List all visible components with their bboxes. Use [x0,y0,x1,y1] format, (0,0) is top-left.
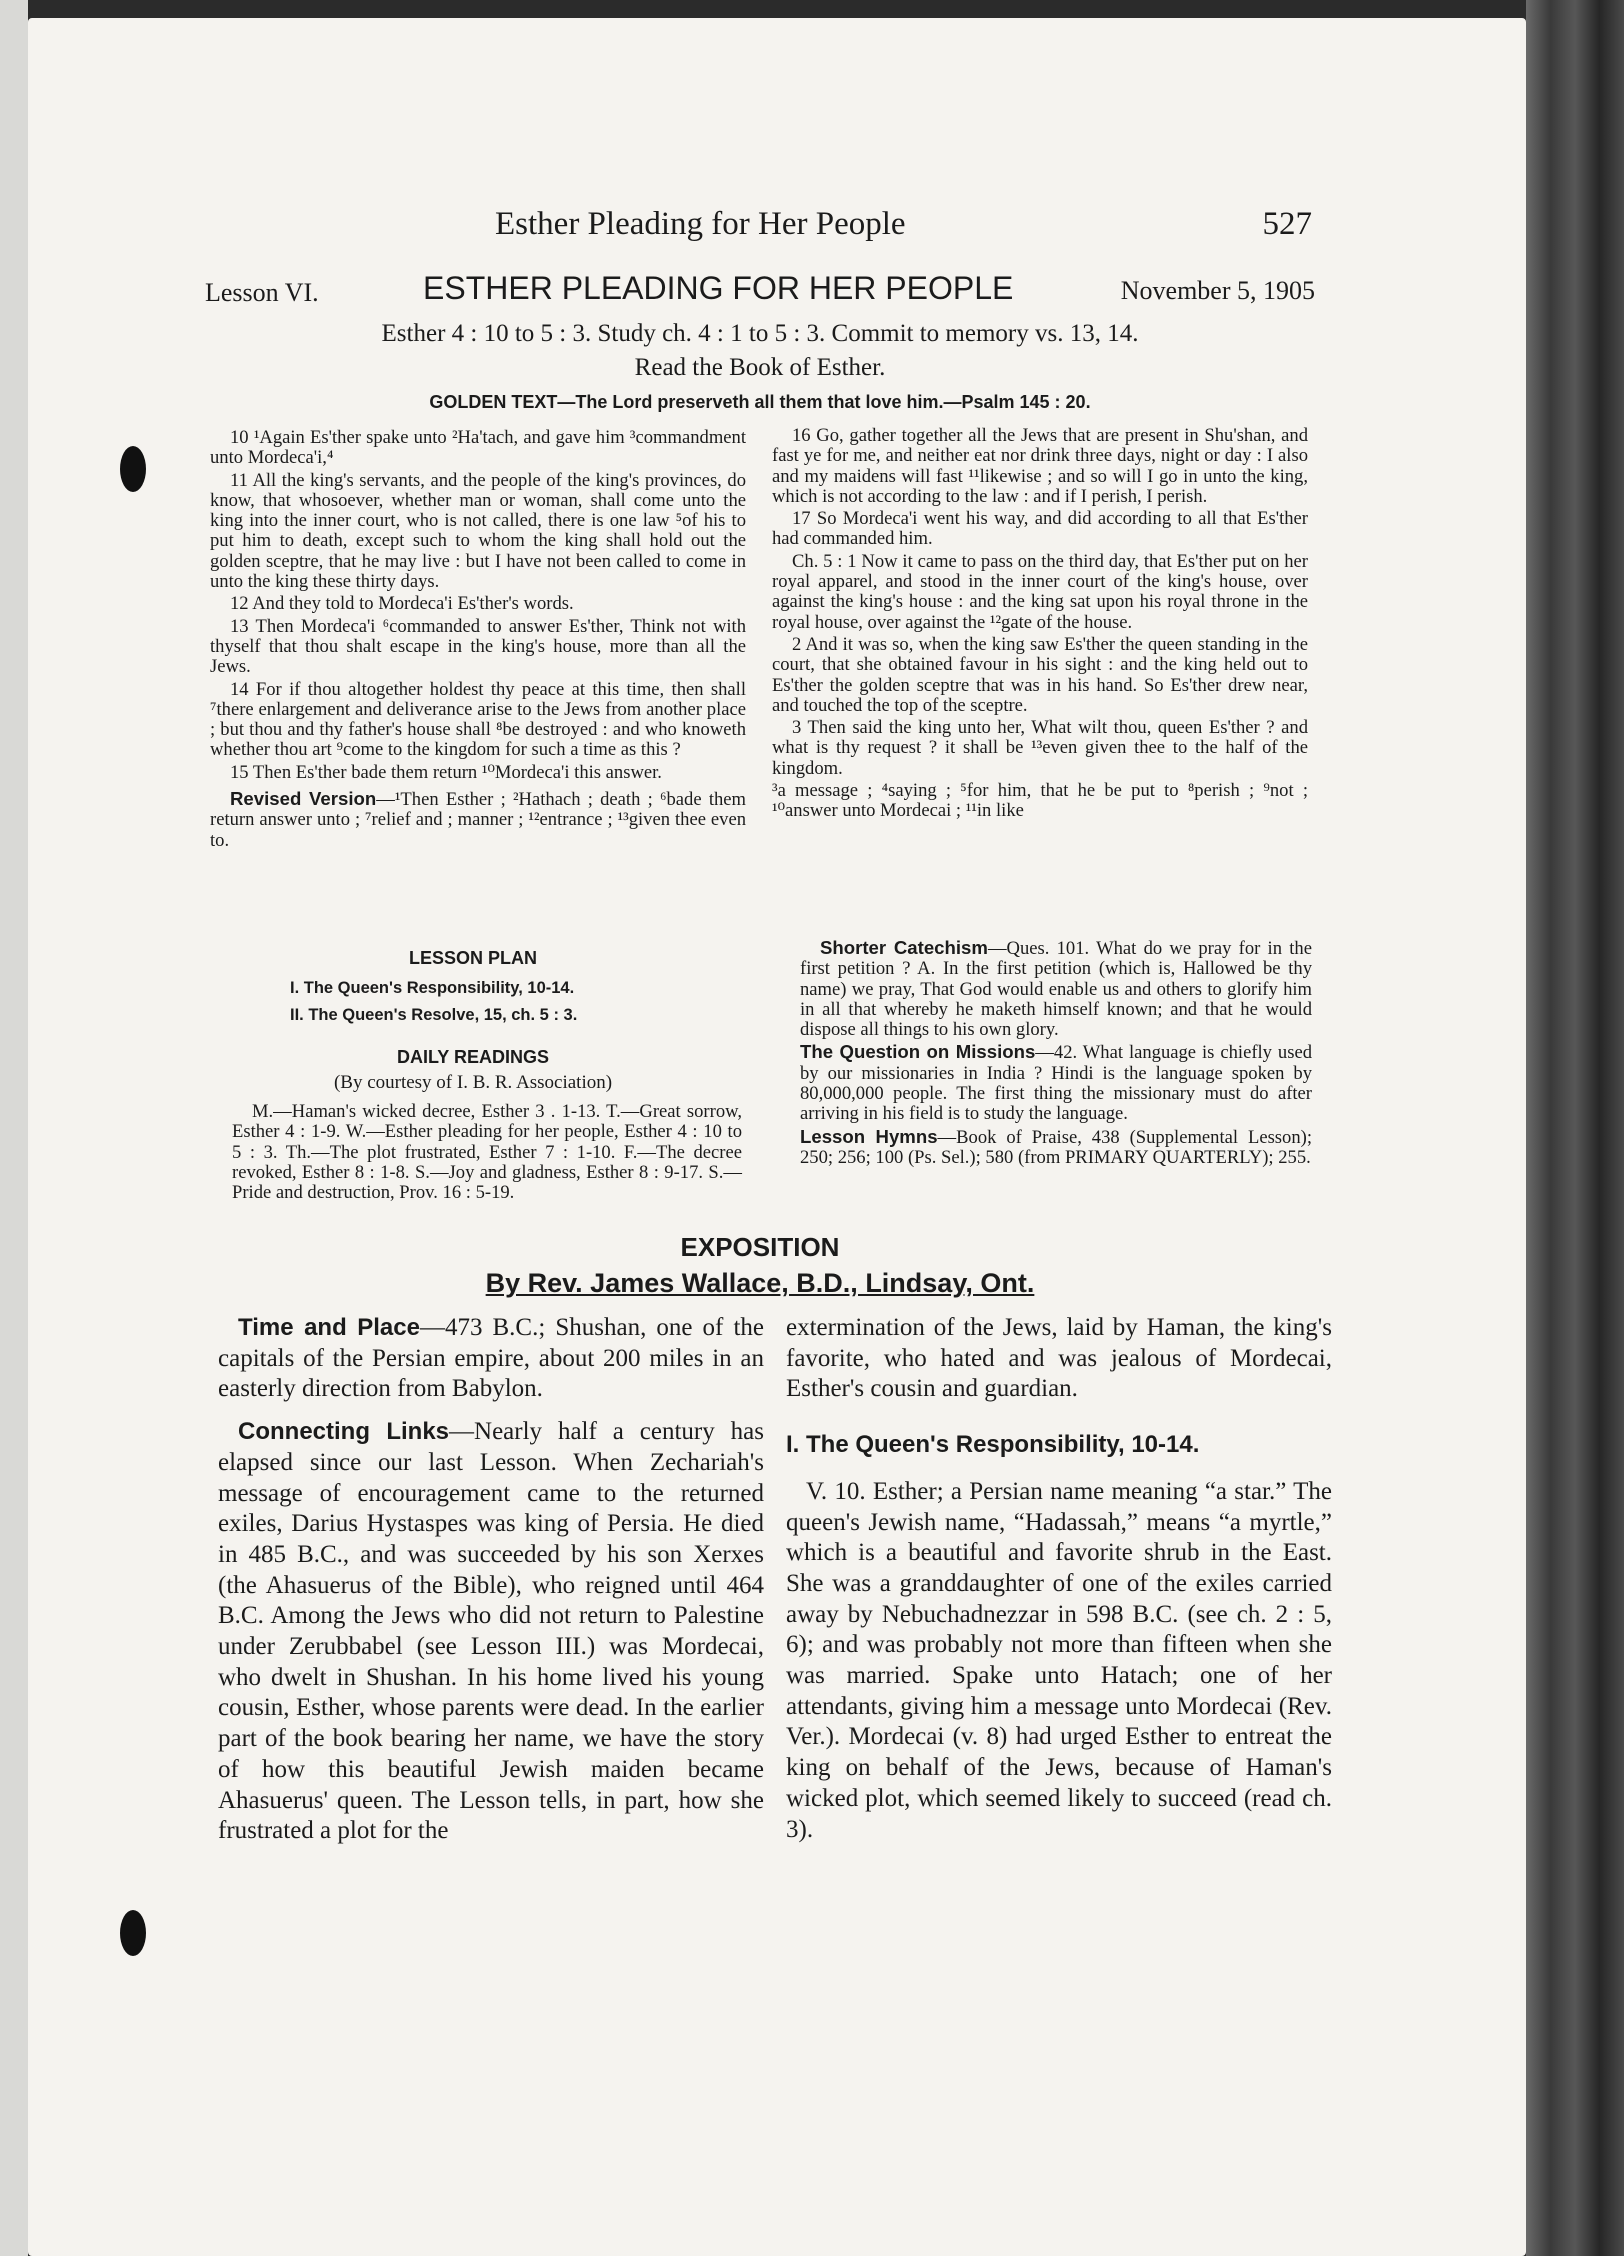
continuation-paragraph: extermination of the Jews, laid by Haman, the king's favorite, who hated and was jealous of Mordecai, Esther's cousin and guardian. [786,1314,1332,1403]
lesson-number: Lesson VI. [205,278,319,307]
running-head [200,206,1312,256]
revised-text: —¹Then Esther ; ²Hathach ; death ; ⁶bade them return answer unto ; ⁷relief and ; manner ; ¹²entrance ; ¹³given thee even to. [210,789,746,851]
scripture-right-column [772,426,1308,824]
binding-hole [120,446,146,492]
verse: 14 For if thou altogether holdest thy peace at this time, then shall ⁷there enlargement and deliverance arise to the Jews from another place ; but thou and thy father's house shall ⁸be destroyed : and who knoweth whether thou art ⁹come to the kingdom for such a time as this ? [210,678,746,761]
lesson-hymns [800,1127,1312,1169]
daily-readings-body: M.—Haman's wicked decree, Esther 3 . 1-13. T.—Great sorrow, Esther 4 : 1-9. W.—Esther pleading for her people, Esther 4 : 10 to 5 : 3. Th.—The plot frustrated, Esther 7 : 1-10. F.—The decree revoked, Esther 8 : 1-8. S.—Joy and gladness, Esther 8 : 9-17. S.—Pride and destruction, Prov. 16 : 5-19. [232,1101,742,1204]
shorter-catechism [800,938,1312,1040]
verse: Ch. 5 : 1 Now it came to pass on the third day, that Es'ther put on her royal apparel, and stood in the inner court of the king's house, over against the king's house : and the king sat upon his royal throne in the royal house, over against the ¹²gate of the house. [772,550,1308,633]
links-label: Connecting Links [238,1418,450,1446]
scripture-left-column [210,428,746,853]
revised-version [210,789,746,851]
catechism-text: —Ques. 101. What do we pray for in the first petition ? A. In the first petition (which is, Hallowed be thy name) we pray, That God would enable us and others to glorify him in all that whereby he maketh himself known; and that he would dispose all things to his own glory. [800,938,1312,1041]
lesson-date: November 5, 1905 [1120,276,1315,305]
exposition-byline [205,1268,1315,1299]
lesson-plan-item: II. The Queen's Resolve, 15, ch. 5 : 3. [290,1006,578,1024]
daily-readings-courtesy: (By courtesy of I. B. R. Association) [333,1072,613,1093]
revised-label: Revised Version [230,788,377,810]
book-edge [1526,0,1624,2256]
missions-label: The Question on Missions [800,1041,1036,1063]
daily-readings-heading: DAILY READINGS [396,1047,550,1067]
exposition-right-column [786,1313,1332,1857]
page-number: 527 [1262,206,1312,242]
time-text: —473 B.C.; Shushan, one of the capitals of the Persian empire, about 200 miles in an easterly direction from Babylon. [218,1314,764,1403]
time-and-place [218,1313,764,1405]
lesson-plan-item: I. The Queen's Responsibility, 10-14. [290,979,575,997]
lesson-plan-heading: LESSON PLAN [408,948,537,968]
hymns-text: —Book of Praise, 438 (Supplemental Lesson); 250; 256; 100 (Ps. Sel.); 580 (from PRIMARY QUARTERLY); 255. [800,1126,1312,1168]
verse: 15 Then Es'ther bade them return ¹⁰Mordeca'i this answer. [230,761,662,783]
daily-readings-text [232,1102,742,1205]
verse: 11 All the king's servants, and the people of the king's provinces, do know, that whosoever, whether man or woman, shall come unto the king into the inner court, who is not called, there is one law ⁵of his to put him to death, except such to whom the king shall hold out the golden sceptre, that he may live : but I have not been called to come in unto the king these thirty days. [210,469,746,593]
links-text: —Nearly half a century has elapsed since our last Lesson. When Zechariah's message of encouragement came to the returned exiles, Darius Hystaspes was king of Persia. He died in 485 B.C., and was succeeded by his son Xerxes (the Ahasuerus of the Bible), who reigned until 464 B.C. Among the Jews who did not return to Palestine under Zerubbabel (see Lesson III.) was Mordecai, who dwelt in Shushan. In his home lived his young cousin, Esther, whose parents were dead. In the earlier part of the book bearing her name, we have the story of how this beautiful Jewish maiden became Ahasuerus' queen. The Lesson tells, in part, how she frustrated a plot for the [218,1418,764,1845]
verse: 12 And they told to Mordeca'i Es'ther's words. [230,593,574,615]
running-title: Esther Pleading for Her People [495,206,906,242]
read-line: Read the Book of Esther. [634,354,886,381]
verse: 17 So Mordeca'i went his way, and did according to all that Es'ther had commanded him. [772,508,1308,550]
missions-question [800,1042,1312,1124]
missions-text: —42. What language is chiefly used by our missionaries in India ? Hindi is the language spoken by 80,000,000 people. The first thing the missionary must do after arriving in his field is to study the language. [800,1042,1312,1125]
time-label: Time and Place [238,1314,420,1341]
verse: 13 Then Mordeca'i ⁶commanded to answer Es'ther, Think not with thyself that thou shalt escape in the king's house, more than all the Jews. [210,615,746,678]
golden-text: GOLDEN TEXT—The Lord preserveth all them that love him.—Psalm 145 : 20. [429,392,1091,412]
lesson-title: ESTHER PLEADING FOR HER PEOPLE [423,270,1014,306]
catechism-block [800,938,1312,1170]
verse: 10 ¹Again Es'ther spake unto ²Ha'tach, and gave him ³commandment unto Mordeca'i,⁴ [210,427,746,469]
byline-text: By Rev. James Wallace, B.D., Lindsay, Ont. [485,1268,1035,1298]
verse: 3 Then said the king unto her, What wilt thou, queen Es'ther ? and what is thy request ? it shall be ¹³even given thee to the half of the kingdom. [772,717,1308,779]
revised-notes: ³a message ; ⁴saying ; ⁵for him, that he be put to ⁸perish ; ⁹not ; ¹⁰answer unto Mordecai ; ¹¹in like [772,780,1308,822]
lesson-header [205,268,1315,316]
hymns-label: Lesson Hymns [800,1125,938,1147]
verse-commentary: V. 10. Esther; a Persian name meaning “a star.” The queen's Jewish name, “Hadassah,” means “a myrtle,” which is a beautiful and favorite shrub in the East. She was a granddaughter of one of the exiles carried away by Nebuchadnezzar in 598 B.C. (see ch. 2 : 5, 6); and was probably not more than fifteen when she was married. Spake unto Hatach; one of her attendants, giving him a message unto Mordecai (Rev. Ver.). Mordecai (v. 8) had urged Esther to entreat the king on behalf of the Jews, because of Haman's wicked plot, which seemed likely to succeed (read ch. 3). [786,1477,1332,1843]
reference-line: Esther 4 : 10 to 5 : 3. Study ch. 4 : 1 to 5 : 3. Commit to memory vs. 13, 14. [381,320,1139,347]
binding-hole [120,1910,146,1956]
exposition-left-column [218,1313,764,1859]
section-heading: I. The Queen's Responsibility, 10-14. [786,1431,1200,1459]
catechism-label: Shorter Catechism [820,937,988,958]
verse: 16 Go, gather together all the Jews that are present in Shu'shan, and fast ye for me, and neither eat nor drink three days, night or day : I also and my maidens will fast ¹¹likewise ; and so will I go in unto the king, which is not according to the law : and if I perish, I perish. [772,425,1308,507]
exposition-heading: EXPOSITION [680,1232,840,1262]
connecting-links [218,1417,764,1847]
page-gutter [0,0,28,2256]
verse: 2 And it was so, when the king saw Es'ther the queen standing in the court, that she obtained favour in his sight : and the king held out to Es'ther the golden sceptre that was in his hand. So Es'ther drew near, and touched the top of the sceptre. [772,633,1308,716]
